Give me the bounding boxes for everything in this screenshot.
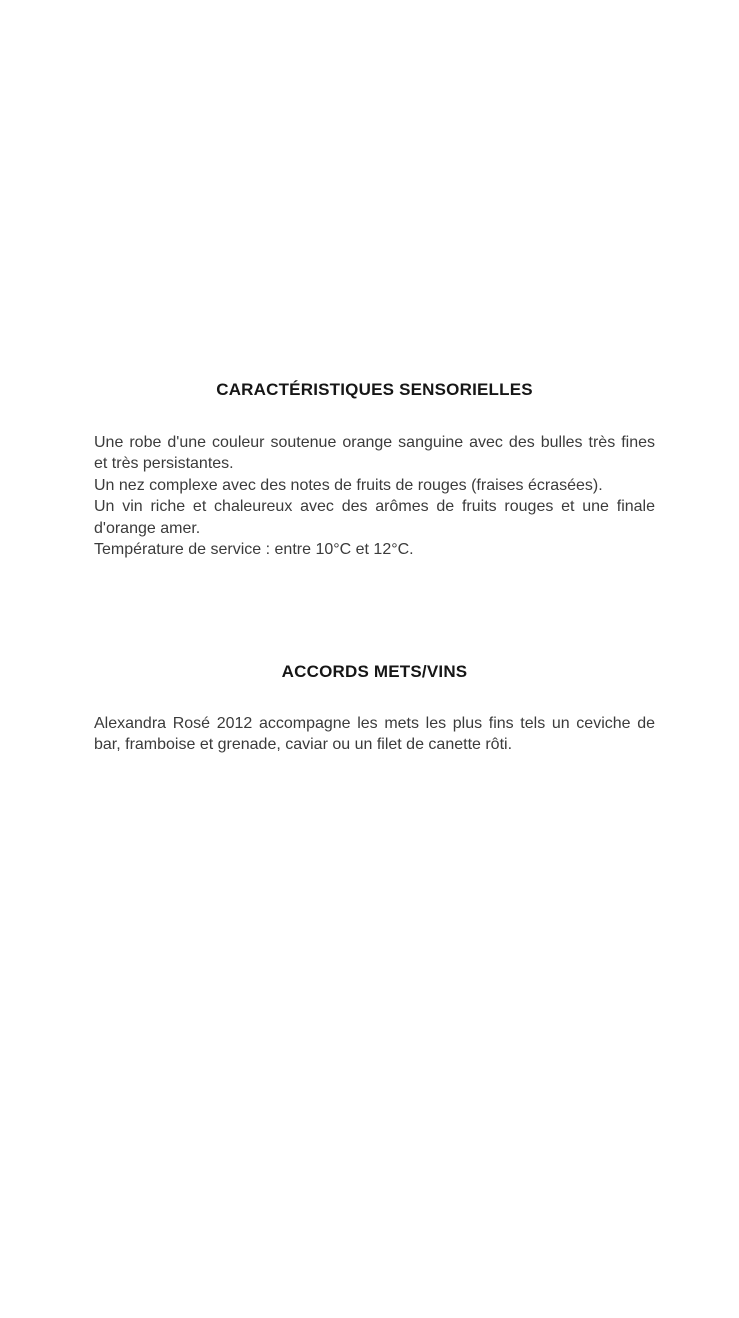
section-body-caracteristiques-sensorielles [94, 432, 655, 560]
section-body-accords-mets-vins [94, 713, 655, 756]
paragraph-nez: Un nez complexe avec des notes de fruits de rouges (fraises écrasées). [94, 476, 603, 494]
paragraph-robe: Une robe d'une couleur soutenue orange sanguine avec des bulles très fines et très persistantes. [94, 434, 655, 473]
paragraph-bouche: Un vin riche et chaleureux avec des arômes de fruits rouges et une finale d'orange amer. [94, 498, 655, 537]
paragraph-temperature-service: Température de service : entre 10°C et 12°C. [94, 541, 414, 559]
section-heading-caracteristiques-sensorielles: CARACTÉRISTIQUES SENSORIELLES [216, 380, 533, 400]
section-heading-accords-mets-vins: ACCORDS METS/VINS [281, 662, 468, 682]
paragraph-accords: Alexandra Rosé 2012 accompagne les mets les plus fins tels un ceviche de bar, framboise et grenade, caviar ou un filet de canette rôti. [94, 715, 655, 754]
